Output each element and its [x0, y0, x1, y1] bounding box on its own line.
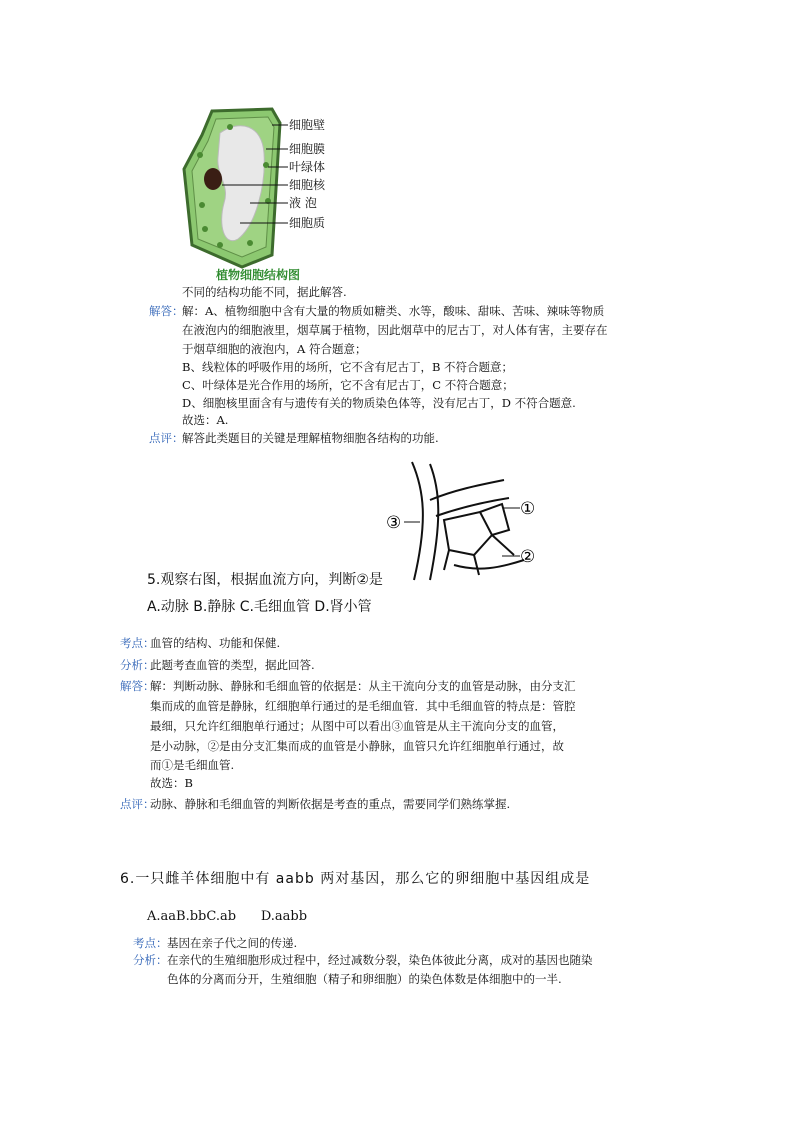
label-chloroplast: 叶绿体 [289, 160, 326, 174]
q4-answer-line: 在液泡内的细胞液里，烟草属于植物，因此烟草中的尼古丁，对人体有害，主要存在 [182, 323, 608, 337]
q4-answer-line: 于烟草细胞的液泡内，A 符合题意； [182, 342, 367, 356]
q6-kaodian-label: 考点： [133, 936, 168, 950]
q6-fenxi-label: 分析： [133, 953, 168, 967]
q5-answer-line: 最细，只允许红细胞单行通过；从图中可以看出③血管是从主干流向分支的血管， [150, 719, 564, 733]
q4-answer-choice: 故选：A. [182, 413, 229, 427]
q5-answer-label: 解答： [120, 679, 155, 693]
q5-answer-line: 解：判断动脉、静脉和毛细血管的依据是：从主干流向分支的血管是动脉，由分支汇 [150, 679, 576, 693]
q5-fenxi: 此题考查血管的类型，据此回答. [150, 658, 315, 672]
q4-answer-line: D、细胞核里面含有与遗传有关的物质染色体等，没有尼古丁，D 不符合题意. [182, 396, 576, 410]
q5-answer-line: 而①是毛细血管. [150, 758, 235, 772]
plant-cell-figure [180, 105, 360, 285]
q5-answer-line: 集而成的血管是静脉，红细胞单行通过的是毛细血管．其中毛细血管的特点是：管腔 [150, 699, 576, 713]
q4-answer-line: B、线粒体的呼吸作用的场所，它不含有尼古丁，B 不符合题意； [182, 360, 514, 374]
q4-analysis-continued: 不同的结构功能不同，据此解答. [182, 285, 347, 299]
label-cytoplasm: 细胞质 [289, 216, 326, 230]
q4-answer-line: 解：A、植物细胞中含有大量的物质如糖类、水等，酸味、甜味、苦味、辣味等物质 [182, 304, 605, 318]
q6-question: 6.一只雌羊体细胞中有 aabb 两对基因，那么它的卵细胞中基因组成是 [120, 871, 591, 887]
q5-answer-line: 是小动脉，②是由分支汇集而成的血管是小静脉，血管只允许红细胞单行通过，故 [150, 739, 564, 753]
q5-fenxi-label: 分析： [120, 658, 155, 672]
q6-kaodian: 基因在亲子代之间的传递. [167, 936, 298, 950]
plant-cell-diagram [180, 105, 360, 285]
q6-fenxi-line: 色体的分离而分开，生殖细胞（精子和卵细胞）的染色体数是体细胞中的一半. [167, 972, 562, 986]
mark-1: ① [520, 499, 536, 519]
label-nucleus: 细胞核 [289, 178, 326, 192]
label-cell-wall: 细胞壁 [289, 118, 326, 132]
blood-vessel-figure [384, 460, 554, 585]
label-cell-membrane: 细胞膜 [289, 142, 326, 156]
q4-comment-label: 点评： [149, 431, 184, 445]
q5-comment-label: 点评： [120, 797, 155, 811]
q5-comment: 动脉、静脉和毛细血管的判断依据是考查的重点，需要同学们熟练掌握. [150, 797, 511, 811]
q4-answer-label: 解答： [149, 304, 184, 318]
q5-kaodian: 血管的结构、功能和保健. [150, 636, 281, 650]
q6-options: A.aaB.bbC.ab D.aabb [147, 909, 308, 924]
blood-vessel-diagram [384, 460, 554, 585]
q4-comment: 解答此类题目的关键是理解植物细胞各结构的功能. [182, 431, 439, 445]
q4-answer-line: C、叶绿体是光合作用的场所，它不含有尼古丁，C 不符合题意； [182, 378, 514, 392]
label-vacuole: 液 泡 [289, 196, 317, 210]
q5-options: A.动脉 B.静脉 C.毛细血管 D.肾小管 [147, 599, 372, 615]
q5-answer-choice: 故选：B [150, 776, 193, 790]
q5-kaodian-label: 考点： [120, 636, 155, 650]
mark-2: ② [520, 547, 536, 567]
q5-question: 5.观察右图，根据血流方向，判断②是 [147, 572, 383, 588]
mark-3: ③ [386, 513, 402, 533]
q6-fenxi-line: 在亲代的生殖细胞形成过程中，经过减数分裂，染色体彼此分离，成对的基因也随染 [167, 953, 593, 967]
figure-caption: 植物细胞结构图 [216, 268, 301, 282]
